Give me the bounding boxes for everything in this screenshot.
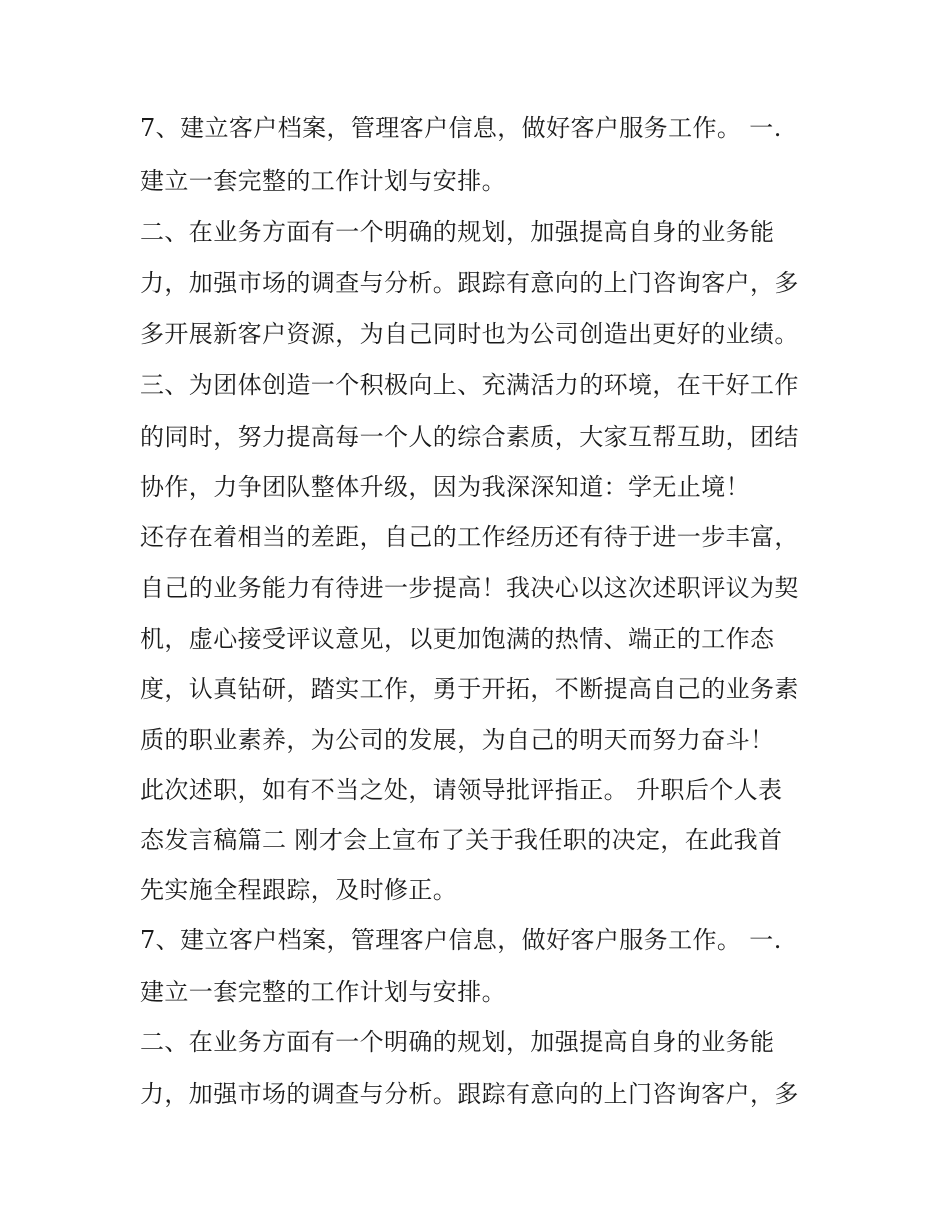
text-line: 机，虚心接受评议意见，以更加饱满的热情、端正的工作态: [140, 625, 775, 653]
text-line: 建立一套完整的工作计划与安排。: [140, 167, 506, 195]
text-line: 自己的业务能力有待进一步提高！我决心以这次述职评议为契: [140, 574, 799, 602]
text-line: 7、建立客户档案，管理客户信息，做好客户服务工作。 一.: [140, 926, 782, 954]
text-line: 的同时，努力提高每一个人的综合素质，大家互帮互助，团结: [140, 423, 799, 451]
text-line: 三、为团体创造一个积极向上、充满活力的环境，在干好工作: [140, 371, 799, 399]
text-line: 此次述职，如有不当之处，请领导批评指正。 升职后个人表: [140, 776, 783, 804]
text-line: 建立一套完整的工作计划与安排。: [140, 978, 506, 1006]
text-line: 协作，力争团队整体升级，因为我深深知道：学无止境！: [140, 473, 750, 501]
text-line: 多开展新客户资源，为自己同时也为公司创造出更好的业绩。: [140, 320, 799, 348]
text-line: 力，加强市场的调查与分析。跟踪有意向的上门咨询客户，多: [140, 269, 799, 297]
text-line: 二、在业务方面有一个明确的规划，加强提高自身的业务能: [140, 218, 775, 246]
text-line: 还存在着相当的差距，自己的工作经历还有待于进一步丰富，: [140, 523, 799, 551]
text-line: 力，加强市场的调查与分析。跟踪有意向的上门咨询客户，多: [140, 1080, 799, 1108]
text-line: 态发言稿篇二 刚才会上宣布了关于我任职的决定，在此我首: [140, 826, 783, 854]
text-line: 质的职业素养，为公司的发展，为自己的明天而努力奋斗！: [140, 726, 775, 754]
text-line: 二、在业务方面有一个明确的规划，加强提高自身的业务能: [140, 1028, 775, 1056]
text-line: 7、建立客户档案，管理客户信息，做好客户服务工作。 一.: [140, 114, 782, 142]
text-line: 先实施全程跟踪，及时修正。: [140, 876, 458, 904]
text-line: 度，认真钻研，踏实工作，勇于开拓，不断提高自己的业务素: [140, 675, 799, 703]
